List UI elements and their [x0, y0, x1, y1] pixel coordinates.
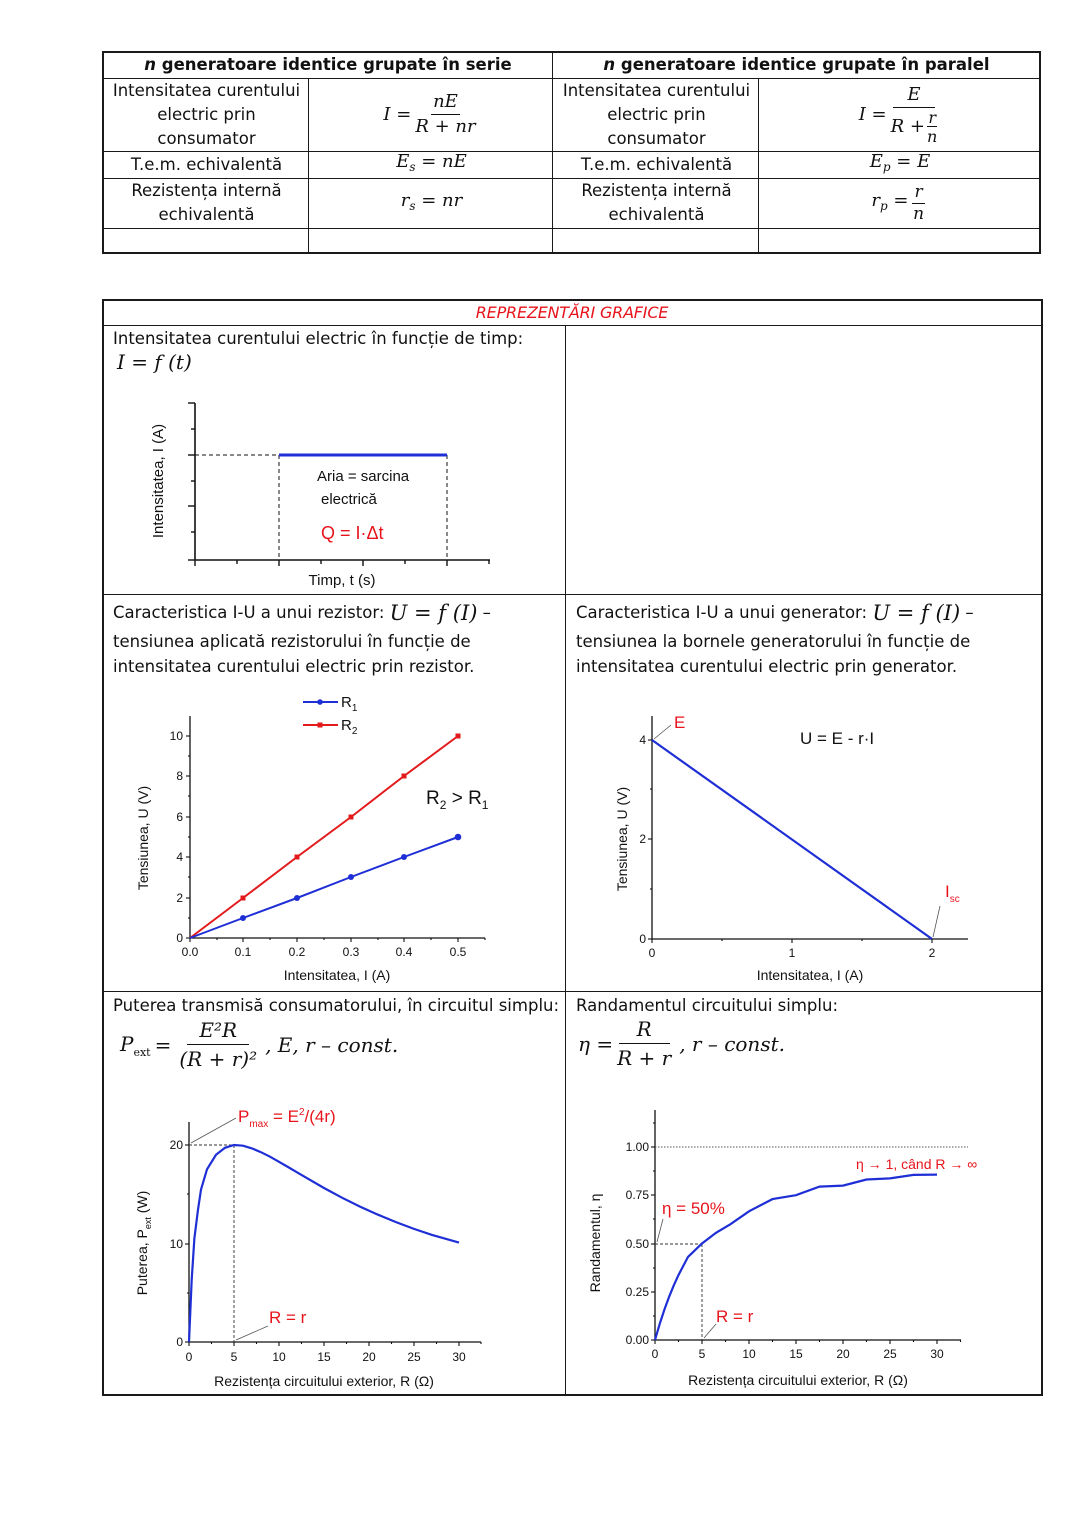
power-curve: [189, 1145, 459, 1342]
resistor-description-line1: [113, 597, 563, 629]
chart-efficiency: [578, 1100, 1040, 1392]
svg-text:0.0: 0.0: [181, 945, 199, 959]
formula-sub: s: [409, 198, 416, 213]
svg-text:0: 0: [176, 931, 183, 945]
series-emf-label: T.e.m. echivalentă: [130, 154, 283, 174]
header-text: generatoare identice grupate în serie: [156, 55, 512, 74]
svg-text:20: 20: [169, 1138, 183, 1152]
desc-suffix: –: [960, 603, 974, 622]
fraction: [891, 84, 938, 145]
equation-annotation: U = E - r·I: [800, 729, 875, 748]
desc-prefix: Caracteristica I-U a unui generator:: [576, 603, 873, 622]
denominator: (R + r)²: [179, 1047, 258, 1071]
generator-description-line2: tensiunea la bornele generatorului în funcție de: [576, 632, 971, 651]
resistor-description-line2: tensiunea aplicată rezistorului în funcție de: [113, 632, 471, 651]
formula-sub: s: [409, 160, 416, 174]
area-label-line1: Aria = sarcina: [317, 468, 410, 485]
formula-main: E: [396, 151, 410, 172]
formula-rest: = E: [890, 151, 931, 172]
svg-text:25: 25: [407, 1350, 421, 1364]
svg-text:0.00: 0.00: [625, 1333, 649, 1347]
fifty-percent-annotation: η = 50%: [662, 1199, 725, 1218]
svg-text:2: 2: [928, 946, 936, 960]
desc-formula: U = f (I): [389, 601, 478, 625]
svg-text:1: 1: [788, 946, 796, 960]
series-current-label: Intensitatea curentului electric prin consumator: [112, 80, 301, 148]
svg-text:0: 0: [651, 1347, 659, 1361]
den-prefix: R +: [890, 116, 925, 137]
current-time-description: Intensitatea curentului electric în funcție de timp:: [113, 329, 524, 348]
area-label-line2: electrică: [321, 491, 377, 508]
svg-text:0.1: 0.1: [234, 945, 252, 959]
numerator: E: [893, 84, 934, 108]
resistor-description-line3: intensitatea curentului electric prin rezistor.: [113, 657, 475, 676]
chart-generator-iu: [576, 700, 1036, 988]
series-resistance-label: Rezistența internă echivalentă: [131, 181, 282, 224]
denominator: R + nr: [415, 116, 476, 137]
series-current-formula: [310, 78, 553, 151]
svg-text:2: 2: [176, 891, 183, 905]
svg-text:10: 10: [169, 1237, 183, 1251]
fraction: [617, 1017, 671, 1071]
denominator: [891, 108, 938, 145]
svg-text:0: 0: [639, 932, 646, 946]
series-emf-formula: [310, 151, 553, 178]
svg-text:10: 10: [169, 729, 183, 743]
r-equals-r-annotation: R = r: [269, 1308, 307, 1327]
series-header: [103, 52, 553, 78]
x-axis-label: Intensitatea, I (A): [756, 967, 864, 983]
pmax-annotation: $P_{max} = E^2/(4r)$: [238, 1107, 336, 1130]
table-border-bottom: [102, 252, 1041, 254]
inner-fraction: [927, 109, 937, 145]
svg-text:0.5: 0.5: [449, 945, 467, 959]
svg-text:4: 4: [639, 733, 646, 747]
formula-suffix: , r – const.: [679, 1032, 785, 1056]
limit-annotation: η → 1, când R → ∞: [856, 1156, 978, 1172]
power-description: Puterea transmisă consumatorului, în circuitul simplu:: [113, 996, 560, 1015]
parallel-resistance-formula: [760, 178, 1040, 228]
svg-text:30: 30: [930, 1347, 944, 1361]
desc-formula: U = f (I): [872, 601, 961, 625]
x-axis-label: Intensitatea, I (A): [283, 967, 391, 983]
svg-text:15: 15: [789, 1347, 803, 1361]
table-border-left: [102, 299, 104, 1396]
chart-resistor-iu: [112, 686, 552, 988]
svg-text:0: 0: [648, 946, 656, 960]
parallel-current-label: Intensitatea curentului electric prin consumator: [562, 80, 751, 148]
svg-text:30: 30: [452, 1350, 466, 1364]
x-axis-label: Rezistența circuitului exterior, R (Ω): [214, 1373, 434, 1389]
lhs-main: P: [120, 1031, 134, 1056]
parallel-current-formula: [760, 78, 1040, 151]
y-axis-label: Puterea, $P_{ext}$ (W): [134, 1190, 153, 1296]
table-border-right: [1041, 299, 1043, 1396]
svg-text:8: 8: [176, 769, 183, 783]
efficiency-description: Randamentul circuitului simplu:: [576, 996, 839, 1015]
svg-text:R1: $R_1$: [341, 694, 358, 714]
parallel-emf-formula: [760, 151, 1040, 178]
formula-sub: p: [879, 198, 888, 213]
y-axis-label: Tensiunea, U (V): [135, 785, 151, 891]
fraction: [415, 91, 475, 138]
svg-text:0.3: 0.3: [342, 945, 360, 959]
inner-denominator: n: [926, 127, 938, 146]
svg-text:0.50: 0.50: [625, 1237, 649, 1251]
generator-description: [576, 597, 1038, 679]
formula-lhs: [120, 1032, 151, 1059]
svg-text:0: 0: [185, 1350, 193, 1364]
formula-lhs: I =: [858, 103, 887, 125]
desc-suffix: –: [477, 603, 491, 622]
series-resistance-formula: [310, 178, 553, 228]
svg-text:0.2: 0.2: [288, 945, 306, 959]
svg-text:6: 6: [176, 810, 183, 824]
legend: [303, 694, 358, 737]
svg-text:1.00: 1.00: [625, 1140, 649, 1154]
svg-text:25: 25: [883, 1347, 897, 1361]
denominator: n: [913, 203, 925, 224]
r-equals-r-annotation: R = r: [716, 1307, 754, 1326]
formula-lhs: I =: [383, 103, 412, 125]
svg-text:R2: $R_2$: [341, 717, 358, 737]
chart-current-vs-time: [112, 385, 552, 593]
formula-main: r: [400, 189, 410, 211]
formula-sub: p: [882, 160, 891, 174]
header-n: n: [144, 55, 157, 74]
y-axis-label: Randamentul, η: [587, 1193, 603, 1293]
svg-text:20: 20: [836, 1347, 850, 1361]
denominator: R + r: [617, 1046, 672, 1070]
numerator: nE: [431, 91, 460, 115]
formula-main: r: [871, 189, 880, 211]
lhs-sub: ext: [133, 1045, 151, 1059]
numerator: E²R: [187, 1018, 249, 1045]
svg-text:5: 5: [230, 1350, 238, 1364]
svg-text:0.4: 0.4: [395, 945, 413, 959]
header-text: generatoare identice grupate în paralel: [615, 55, 990, 74]
svg-text:4: 4: [176, 850, 183, 864]
formula-rest: = nE: [415, 151, 467, 172]
resistor-description: [113, 597, 563, 679]
efficiency-formula: [578, 1017, 785, 1071]
svg-text:20: 20: [362, 1350, 376, 1364]
section-title: REPREZENTĂRI GRAFICE: [475, 303, 669, 322]
y-axis-label: Intensitatea, I (A): [150, 423, 167, 539]
generator-description-line1: [576, 597, 1038, 629]
svg-text:15: 15: [317, 1350, 331, 1364]
x-axis-label: Rezistența circuitului exterior, R (Ω): [688, 1372, 908, 1388]
svg-text:5: 5: [698, 1347, 706, 1361]
svg-text:10: 10: [272, 1350, 286, 1364]
isc-annotation: $I_{sc}$: [945, 882, 960, 905]
generator-line: [652, 740, 932, 939]
parallel-emf-label: T.e.m. echivalentă: [580, 154, 733, 174]
fraction: [179, 1018, 257, 1072]
desc-prefix: Caracteristica I-U a unui rezistor:: [113, 603, 390, 622]
generator-description-line3: intensitatea curentului electric prin generator.: [576, 657, 958, 676]
inner-numerator: r: [928, 108, 936, 127]
header-n: n: [603, 55, 616, 74]
svg-text:0: 0: [176, 1335, 183, 1349]
svg-text:0.75: 0.75: [625, 1188, 649, 1202]
parallel-resistance-label: Rezistența internă echivalentă: [581, 181, 732, 224]
formula-suffix: , E, r – const.: [265, 1033, 399, 1057]
numerator: R: [619, 1017, 670, 1044]
series-r2-line: [190, 736, 458, 938]
charge-formula: Q = I·Δt: [321, 523, 384, 543]
row-divider: [102, 594, 1043, 595]
formula-rest: =: [887, 189, 909, 211]
table-border-bottom: [102, 1394, 1043, 1396]
svg-text:10: 10: [742, 1347, 756, 1361]
formula-lhs: η =: [578, 1032, 614, 1056]
equals-sign: =: [154, 1033, 172, 1057]
chart-power: [120, 1100, 560, 1392]
svg-text:0.25: 0.25: [625, 1285, 649, 1299]
x-axis-label: Timp, t (s): [308, 572, 376, 589]
series-r1-line: [190, 837, 458, 938]
current-time-formula: I = f (t): [117, 350, 192, 374]
svg-text:2: 2: [639, 832, 646, 846]
parallel-header: [553, 52, 1040, 78]
numerator: r: [914, 181, 923, 202]
emf-annotation: E: [674, 713, 686, 732]
power-formula: [120, 1018, 398, 1072]
comparison-annotation: $R_2 > R_1$: [426, 788, 489, 812]
formula-rest: = nr: [415, 189, 463, 211]
fraction: [912, 183, 924, 224]
empty-cell: [567, 326, 1041, 594]
formula-main: E: [869, 151, 883, 172]
y-axis-label: Tensiunea, U (V): [614, 786, 630, 892]
